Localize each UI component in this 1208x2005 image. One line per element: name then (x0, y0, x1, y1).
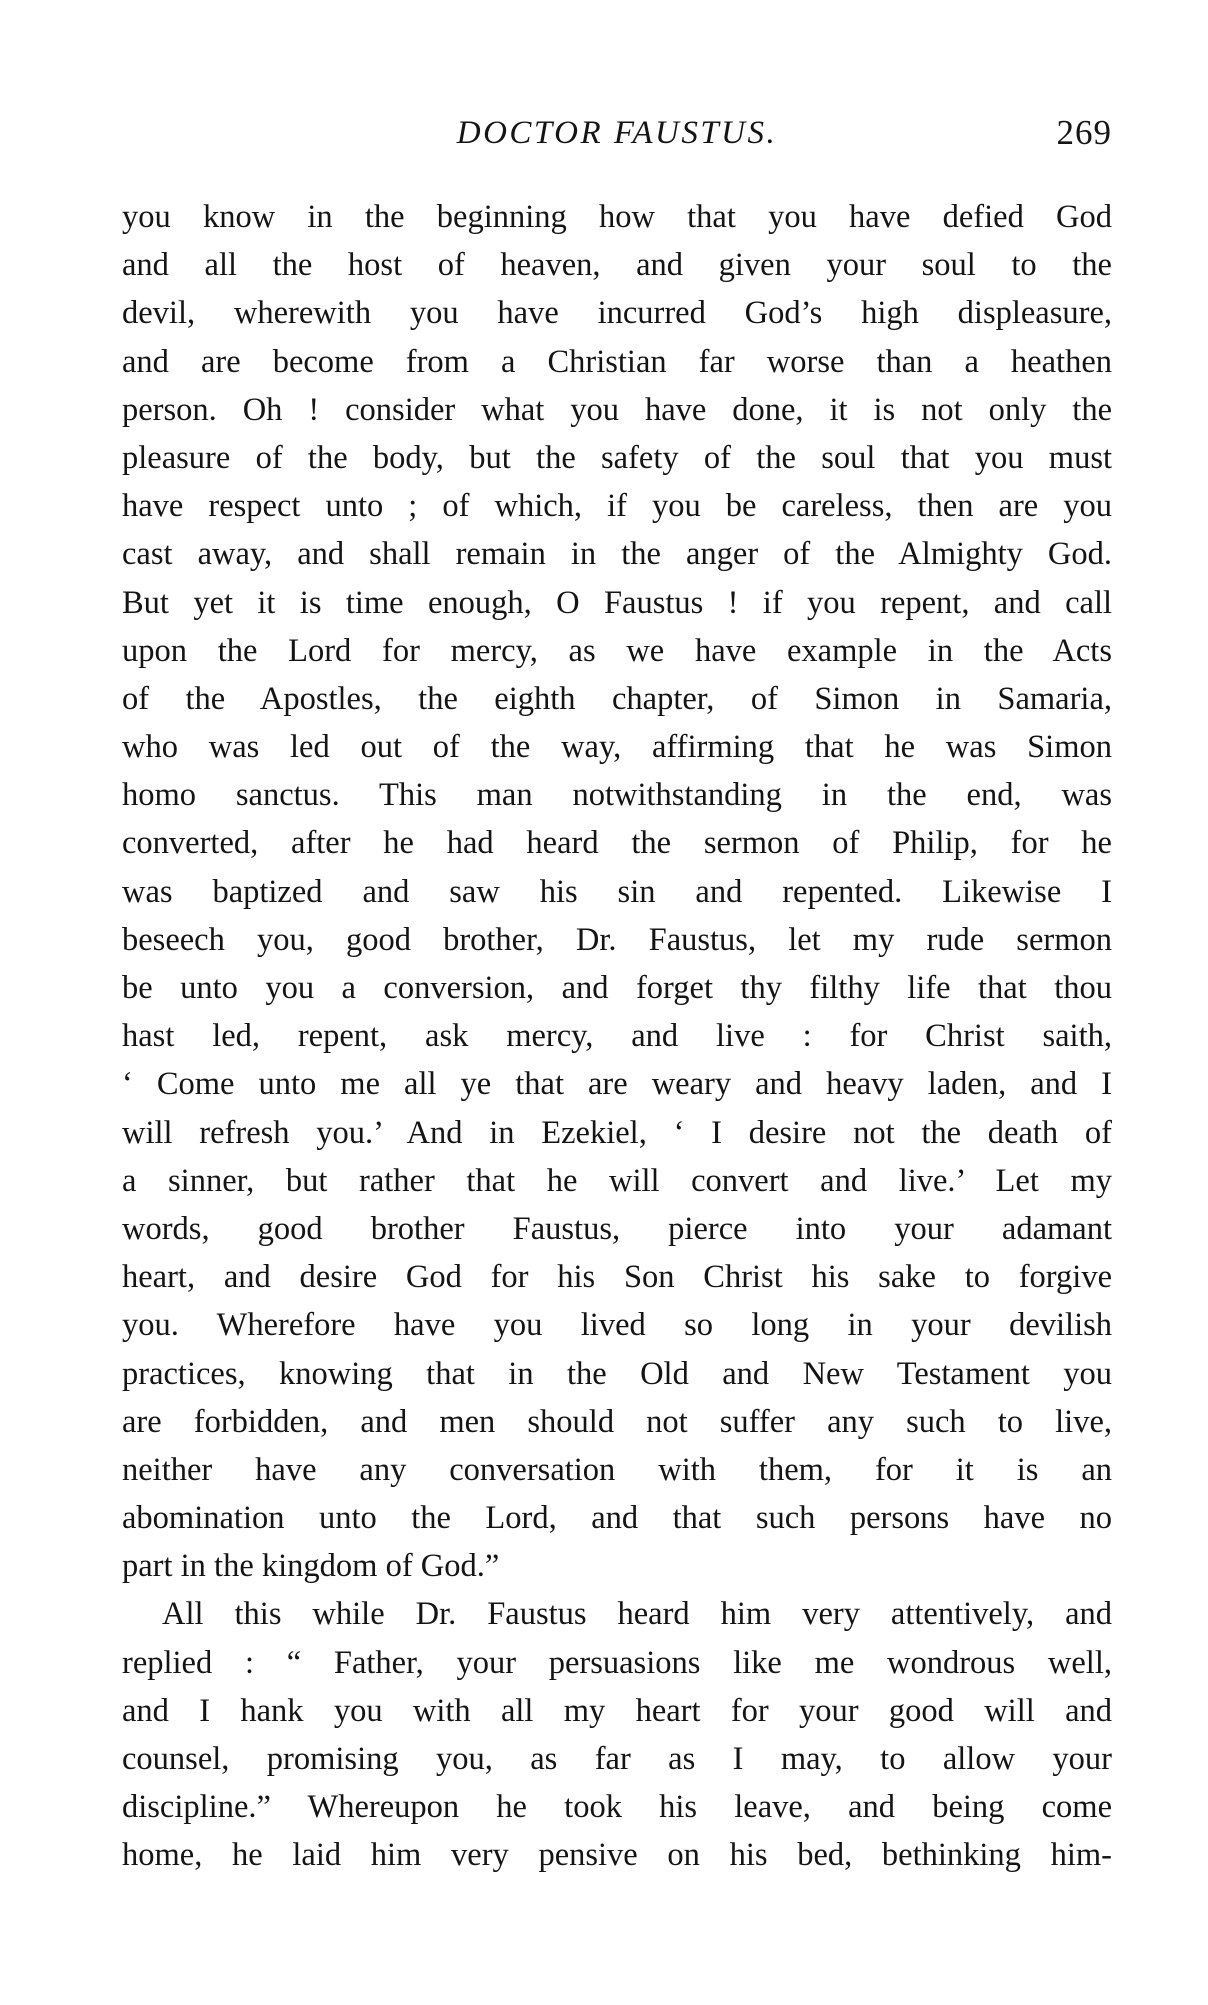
text-line: homo sanctus. This man notwithstanding in the end, was (122, 777, 1112, 814)
text-line: practices, knowing that in the Old and New Testament you (122, 1355, 1112, 1392)
text-line: who was led out of the way, affirming that he was Simon (122, 729, 1112, 766)
text-line: part in the kingdom of God.” (122, 1548, 500, 1585)
text-line: of the Apostles, the eighth chapter, of Simon in Samaria, (122, 680, 1112, 717)
text-line: have respect unto ; of which, if you be careless, then are you (122, 488, 1112, 525)
text-line: you. Wherefore have you lived so long in your devilish (122, 1307, 1112, 1344)
text-line: are forbidden, and men should not suffer any such to live, (122, 1403, 1112, 1440)
text-line: ‘ Come unto me all ye that are weary and heavy laden, and I (122, 1066, 1112, 1103)
text-line: be unto you a conversion, and forget thy filthy life that thou (122, 970, 1112, 1006)
text-line: you know in the beginning how that you have defied God (122, 199, 1112, 235)
text-line: and are become from a Christian far worse than a heathen (122, 343, 1112, 380)
text-line: replied : “ Father, your persuasions like me wondrous well, (122, 1644, 1112, 1681)
body-text (122, 193, 1112, 1880)
text-line: hast led, repent, ask mercy, and live : for Christ saith, (122, 1018, 1112, 1055)
text-line: devil, wherewith you have incurred God’s high displeasure, (122, 295, 1112, 332)
text-line: will refresh you.’ And in Ezekiel, ‘ I desire not the death of (122, 1114, 1112, 1151)
text-line: counsel, promising you, as far as I may, to allow your (122, 1741, 1112, 1777)
text-line: pleasure of the body, but the safety of the soul that you must (122, 439, 1112, 476)
text-line: person. Oh ! consider what you have done, it is not only the (122, 391, 1112, 428)
text-line: discipline.” Whereupon he took his leave, and being come (122, 1789, 1112, 1826)
text-line: All this while Dr. Faustus heard him very attentively, and (162, 1596, 1112, 1633)
text-line: beseech you, good brother, Dr. Faustus, let my rude sermon (122, 921, 1112, 958)
text-line: and all the host of heaven, and given your soul to the (122, 247, 1112, 284)
text-line: upon the Lord for mercy, as we have example in the Acts (122, 632, 1112, 669)
running-head (122, 108, 1112, 158)
text-line: a sinner, but rather that he will convert and live.’ Let my (122, 1162, 1112, 1199)
text-line: But yet it is time enough, O Faustus ! if you repent, and call (122, 584, 1112, 621)
text-line: was baptized and saw his sin and repented. Likewise I (122, 873, 1112, 910)
text-line: heart, and desire God for his Son Christ his sake to forgive (122, 1259, 1112, 1296)
text-line: abomination unto the Lord, and that such persons have no (122, 1500, 1112, 1537)
running-title: DOCTOR FAUSTUS. (456, 115, 778, 151)
page-number: 269 (1056, 113, 1112, 152)
text-line: neither have any conversation with them, for it is an (122, 1451, 1112, 1488)
text-line: words, good brother Faustus, pierce into your adamant (122, 1210, 1112, 1247)
text-line: home, he laid him very pensive on his bed, bethinking him- (122, 1837, 1112, 1874)
text-line: cast away, and shall remain in the anger of the Almighty God. (122, 536, 1112, 573)
text-line: converted, after he had heard the sermon of Philip, for he (122, 825, 1112, 862)
text-line: and I hank you with all my heart for your good will and (122, 1692, 1112, 1729)
